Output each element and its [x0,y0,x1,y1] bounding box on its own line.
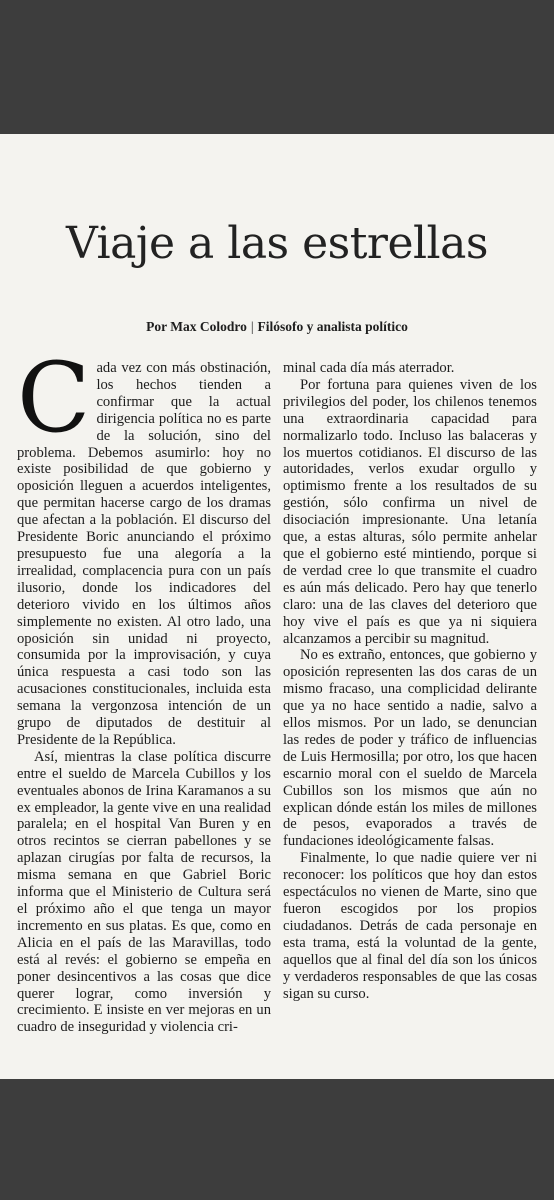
byline-role: Filósofo y analista político [257,319,408,334]
article-title: Viaje a las estrellas [66,218,488,269]
top-dark-bar [0,0,554,134]
paragraph-continuation: minal cada día más aterrador. [283,360,455,376]
paragraph-1-text: ada vez con más obstinación, los hechos tienden a confirmar que la actual dirigencia política no es parte de la solución, sino del problema. Debemos asumirlo: hoy no existe posibilidad de que gobierno y oposición lleguen a acuerdos inteligentes, que permitan hacerse cargo de los dramas que afectan a la población. El discurso del Presidente Boric anunciando el próximo presupuesto fue una alegoría a la irrealidad, complacencia pura con un país ilusorio, donde los indicadores del deterioro vivido en los últimos años simplemente no existen. Al otro lado, una oposición sin unidad ni proyecto, consumida por la improvisación, y cuya única respuesta a casi todo son las acusaciones constitucionales, incluida esta semana la vergonzosa intención de un grupo de diputados de destituir al Presidente de la República. [17,360,271,748]
right-column [283,360,537,1002]
paragraph-5: Finalmente, lo que nadie quiere ver ni reconocer: los políticos que hoy dan estos espectáculos no vienen de Marte, sino que fueron escogidos por los propios ciudadanos. Detrás de cada personaje en esta trama, está la voluntad de la gente, aquellos que al final del día son los únicos y verdaderos responsables de que las cosas sigan su curso. [283,850,537,1002]
bottom-dark-bar [0,1079,554,1200]
byline-author: Por Max Colodro [146,319,247,334]
paragraph-1 [17,342,271,749]
paragraph-3: Por fortuna para quienes viven de los privilegios del poder, los chilenos tenemos una extraordinaria capacidad para normalizarlo todo. Incluso las balaceras y los muertos cotidianos. El discurso de las autoridades, verlos exudar orgullo y optimismo frente a los resultados de su gestión, sólo confirma un nivel de disociación impresionante. Una letanía que, a estas alturas, sólo permite anhelar que el gobierno esté mintiendo, porque si de verdad cree lo que transmite el cuadro es aún más delicado. Pero hay que tenerlo claro: una de las claves del deterioro que hoy vive el país es que ya ni siquiera alcanzamos a percibir su magnitud. [283,376,537,647]
paragraph-2: Así, mientras la clase política discurre entre el sueldo de Marcela Cubillos y los eventuales abonos de Irina Karamanos a su ex empleador, la gente vive en una realidad paralela; en el hospital Van Buren y en otros recintos se cierran pabellones y se aplazan cirugías por falta de recursos, la misma semana en que Gabriel Boric informa que el Ministerio de Cultura será el próximo año el que tenga un mayor incremento en sus platas. Es que, como en Alicia en el país de las Maravillas, todo está al revés: el gobierno se empeña en poner desincentivos a las cosas que dice querer lograr, como inversión y crecimiento. E insiste en ver mejoras en un cuadro de inseguridad y violencia cri- [17,748,271,1036]
paragraph-4: No es extraño, entonces, que gobierno y oposición representen las dos caras de un mismo fracaso, una complicidad delirante que ya no hace sentido a nadie, salvo a ellos mismos. Por un lado, se denuncian las redes de poder y tráfico de influencias de Luis Hermosilla; por otro, los que hacen escarnio moral con el sueldo de Marcela Cubillos son los mismos que aún no explican dónde están los miles de millones de pesos, evaporados a través de fundaciones ideológicamente falsas. [283,647,537,850]
byline [0,319,554,335]
byline-separator: | [250,319,254,334]
newspaper-clipping [0,134,554,1079]
left-column [17,342,271,1036]
drop-cap: C [17,342,91,454]
